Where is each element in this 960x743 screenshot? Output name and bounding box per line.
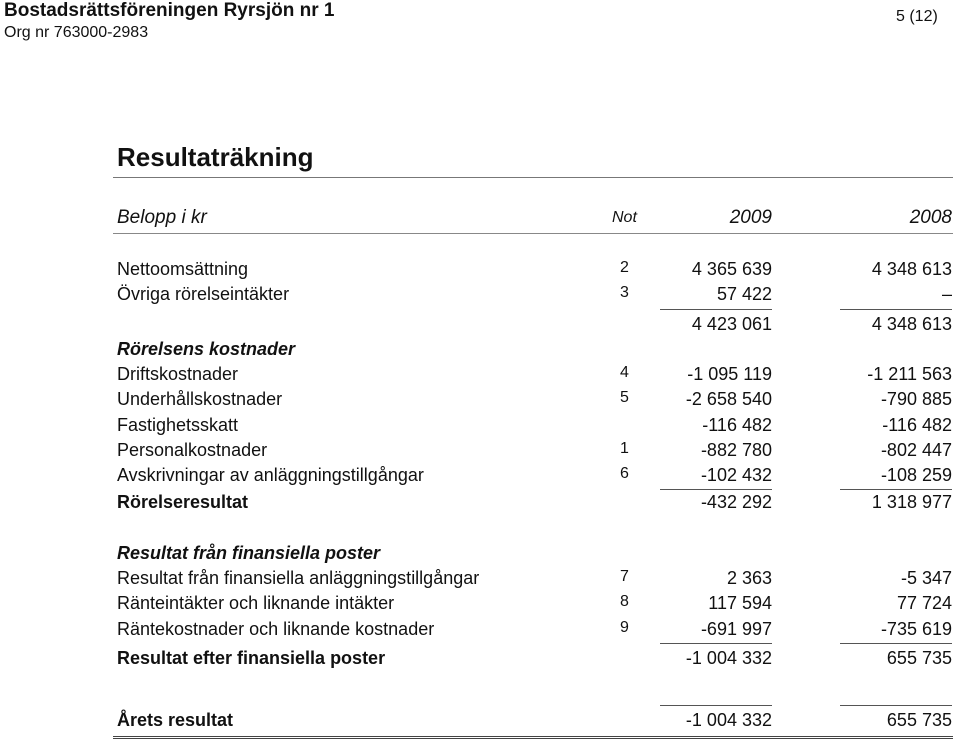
row-label: Resultat från finansiella poster [117,543,381,563]
row-value-2009: 57 422 [716,284,772,304]
row-note: 2 [620,259,629,276]
table-row [0,415,960,439]
table-row [0,648,960,672]
row-value-2009: -882 780 [700,440,772,460]
row-value-2008: 4 348 613 [871,314,952,334]
row-label: Räntekostnader och liknande kostnader [117,619,435,639]
row-value-2008: -802 447 [880,440,952,460]
row-value-2009: -2 658 540 [685,389,772,409]
row-label: Årets resultat [117,710,234,730]
subtotal-rule-2009 [660,309,772,310]
row-label: Resultat efter finansiella poster [117,648,386,668]
report-title: Resultaträkning [117,142,314,172]
org-number: Org nr 763000-2983 [4,24,149,41]
row-value-2008: 1 318 977 [871,492,952,512]
subtotal-rule-2008 [840,489,952,490]
table-row [0,389,960,413]
row-value-2008: 4 348 613 [871,259,952,279]
table-row [0,465,960,489]
row-value-2008: -790 885 [880,389,952,409]
row-label: Rörelsens kostnader [117,339,296,359]
row-note: 9 [620,619,629,636]
row-value-2008: 77 724 [896,593,952,613]
row-label: Övriga rörelseintäkter [117,284,290,304]
row-note: 7 [620,568,629,585]
row-value-2008: – [941,284,952,304]
table-row [0,314,960,338]
row-value-2009: -102 432 [700,465,772,485]
row-value-2008: -1 211 563 [867,364,952,384]
subtotal-rule-2008 [840,643,952,644]
row-note: 4 [620,364,629,381]
row-value-2008: -5 347 [900,568,952,588]
row-value-2009: -1 004 332 [685,710,772,730]
row-value-2009: -1 095 119 [687,364,772,384]
title-rule [113,177,953,178]
column-header-2008: 2008 [909,207,952,228]
result-top-rule-2008 [840,705,952,706]
row-value-2009: 4 365 639 [691,259,772,279]
table-row [0,259,960,283]
column-header-note: Not [612,209,637,226]
row-value-2008: -116 482 [882,415,952,435]
column-header-label: Belopp i kr [117,207,207,228]
org-name: Bostadsrättsföreningen Ryrsjön nr 1 [4,0,335,21]
result-top-rule-2009 [660,705,772,706]
row-note: 1 [620,440,629,457]
column-header-2009: 2009 [729,207,772,228]
row-value-2008: -735 619 [880,619,952,639]
row-note: 5 [620,389,629,406]
row-note: 3 [620,284,629,301]
subtotal-rule-2009 [660,489,772,490]
final-double-rule [113,736,953,739]
section-heading [0,339,960,363]
row-label: Rörelseresultat [117,492,249,512]
table-row [0,593,960,617]
row-value-2009: -1 004 332 [685,648,772,668]
row-label: Nettoomsättning [117,259,249,279]
row-value-2009: -432 292 [700,492,772,512]
table-row [0,710,960,734]
row-value-2009: -691 997 [700,619,772,639]
subtotal-rule-2009 [660,643,772,644]
table-row [0,619,960,643]
row-value-2009: 117 594 [708,593,772,613]
section-heading [0,543,960,567]
table-row [0,364,960,388]
subtotal-rule-2008 [840,309,952,310]
row-label: Underhållskostnader [117,389,283,409]
table-row [0,568,960,592]
table-row [0,492,960,516]
row-value-2009: -116 482 [702,415,772,435]
row-note: 6 [620,465,629,482]
row-label: Driftskostnader [117,364,239,384]
row-value-2008: -108 259 [880,465,952,485]
page-number: 5 (12) [896,8,938,25]
row-value-2008: 655 735 [886,648,952,668]
row-label: Ränteintäkter och liknande intäkter [117,593,395,613]
row-value-2009: 4 423 061 [691,314,772,334]
table-row [0,440,960,464]
column-header-rule [113,233,953,234]
row-label: Avskrivningar av anläggningstillgångar [117,465,424,485]
row-value-2008: 655 735 [886,710,952,730]
row-label: Personalkostnader [117,440,268,460]
row-label: Fastighetsskatt [117,415,239,435]
row-label: Resultat från finansiella anläggningstillgångar [117,568,480,588]
row-value-2009: 2 363 [726,568,772,588]
row-note: 8 [620,593,629,610]
table-row [0,284,960,308]
